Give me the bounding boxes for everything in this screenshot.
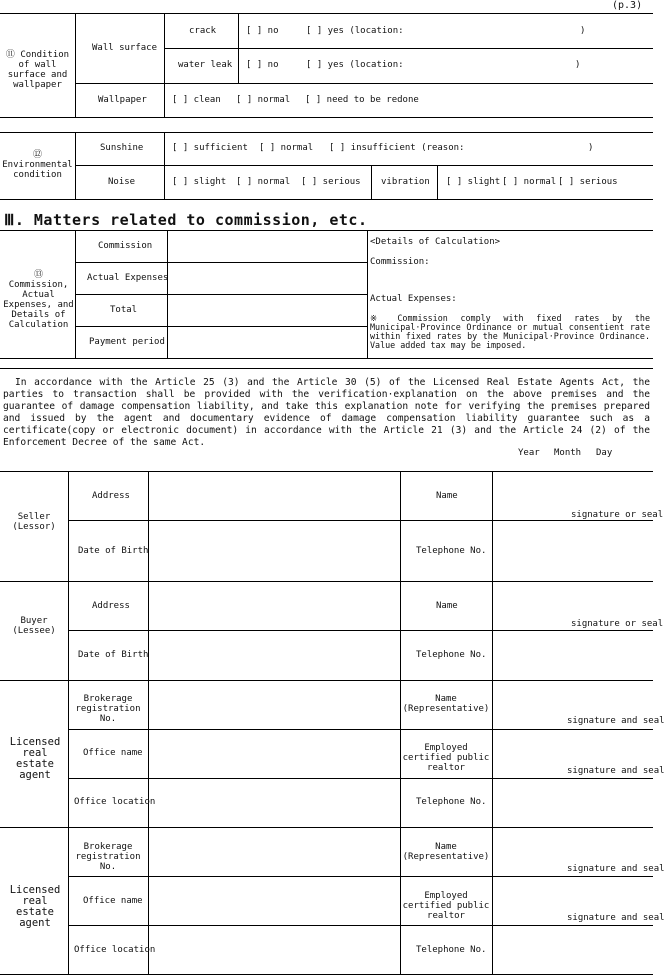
agent-1-brokerage-label: Brokerage registration No. xyxy=(75,694,141,724)
agent-2-name-rep-label: Name (Representative) xyxy=(402,842,490,862)
explanation-paragraph: In accordance with the Article 25 (3) and the Article 30 (5) of the Licensed Real Estate Agents Act, the parties to transaction shall be provided with the verification·explanation on the above premises and the guarantee of damage compensation liability, and take this explanation note for verifying the premises prepared and issued by the agent and documentary evidence of damage compensation liability guarantee such as a certificate(copy or electronic document) in accordance with the Article 21 (3) and the Article 24 (2) of the Enforcement Decree of the same Act. xyxy=(3,377,650,448)
agent-1-employed-signature-label: signature and seal xyxy=(567,766,665,776)
wall-condition-title: ⑪ Condition of wall surface and wallpaper xyxy=(5,50,70,90)
vibration-slight-checkbox[interactable]: [ ] slight xyxy=(446,177,501,187)
vibration-normal-checkbox[interactable]: [ ] normal xyxy=(502,177,557,187)
agent-1-office-location-label: Office location xyxy=(74,797,156,807)
buyer-label: Buyer (Lessee) xyxy=(12,616,56,636)
sunshine-normal-checkbox[interactable]: [ ] normal xyxy=(259,143,314,153)
seller-signature-label: signature or seal xyxy=(571,510,664,520)
commission-section-title: ⑬ Commission, Actual Expenses, and Details of Calculation xyxy=(3,270,74,330)
date-month-label: Month xyxy=(554,448,582,458)
agent-2-office-location-label: Office location xyxy=(74,945,156,955)
vibration-serious-checkbox[interactable]: [ ] serious xyxy=(558,177,618,187)
seller-name-label: Name xyxy=(436,491,458,501)
commission-note: ※ Commission comply with fixed rates by the Municipal·Province Ordinance or mutual consentient rate within fixed rates by the Municipal·Province Ordinance. Value added tax may be imposed. xyxy=(370,313,650,350)
noise-label: Noise xyxy=(108,177,136,187)
crack-no-checkbox[interactable]: [ ] no xyxy=(246,26,279,36)
agent-2-label: Licensed real estate agent xyxy=(9,884,61,929)
environment-title: ⑫ Environmental condition xyxy=(2,150,73,180)
buyer-address-label: Address xyxy=(92,601,130,611)
leak-yes-checkbox[interactable]: [ ] yes (location: xyxy=(306,60,404,70)
buyer-dob-label: Date of Birth xyxy=(78,650,149,660)
wallpaper-redone-checkbox[interactable]: [ ] need to be redone xyxy=(305,95,419,105)
sunshine-label: Sunshine xyxy=(100,143,144,153)
commission-label: Commission xyxy=(98,241,153,251)
wallpaper-clean-checkbox[interactable]: [ ] clean xyxy=(172,95,221,105)
sunshine-reason-close: ) xyxy=(588,143,594,153)
section-3-heading: Ⅲ. Matters related to commission, etc. xyxy=(4,211,368,229)
total-label: Total xyxy=(110,305,138,315)
buyer-name-label: Name xyxy=(436,601,458,611)
leak-location-close: ) xyxy=(575,60,581,70)
agent-1-name-rep-label: Name (Representative) xyxy=(402,694,490,714)
date-year-label: Year xyxy=(518,448,540,458)
crack-label: crack xyxy=(189,26,217,36)
agent-2-employed-signature-label: signature and seal xyxy=(567,913,665,923)
wall-surface-label: Wall surface xyxy=(92,43,158,53)
buyer-telephone-label: Telephone No. xyxy=(416,650,487,660)
buyer-signature-label: signature or seal xyxy=(571,619,664,629)
agent-1-office-name-label: Office name xyxy=(83,748,143,758)
page-number: (p.3) xyxy=(612,0,643,11)
agent-2-brokerage-label: Brokerage registration No. xyxy=(75,842,141,872)
payment-period-label: Payment period xyxy=(89,337,165,347)
agent-1-signature-label: signature and seal xyxy=(567,716,665,726)
seller-telephone-label: Telephone No. xyxy=(416,546,487,556)
agent-1-label: Licensed real estate agent xyxy=(9,736,61,781)
agent-2-employed-label: Employed certified public realtor xyxy=(402,891,490,921)
seller-label: Seller (Lessor) xyxy=(12,512,56,532)
vibration-label: vibration xyxy=(381,177,430,187)
agent-1-telephone-label: Telephone No. xyxy=(416,797,487,807)
noise-serious-checkbox[interactable]: [ ] serious xyxy=(301,177,361,187)
seller-dob-label: Date of Birth xyxy=(78,546,149,556)
seller-address-label: Address xyxy=(92,491,130,501)
sunshine-insufficient-checkbox[interactable]: [ ] insufficient (reason: xyxy=(329,143,465,153)
agent-1-employed-label: Employed certified public realtor xyxy=(402,743,490,773)
leak-no-checkbox[interactable]: [ ] no xyxy=(246,60,279,70)
details-of-calculation-title: <Details of Calculation> xyxy=(370,237,501,247)
agent-2-signature-label: signature and seal xyxy=(567,864,665,874)
details-actual-expenses: Actual Expenses: xyxy=(370,294,457,304)
actual-expenses-label: Actual Expenses xyxy=(87,273,169,283)
crack-yes-checkbox[interactable]: [ ] yes (location: xyxy=(306,26,404,36)
wallpaper-normal-checkbox[interactable]: [ ] normal xyxy=(236,95,291,105)
agent-2-telephone-label: Telephone No. xyxy=(416,945,487,955)
noise-normal-checkbox[interactable]: [ ] normal xyxy=(236,177,291,187)
details-commission: Commission: xyxy=(370,257,430,267)
sunshine-sufficient-checkbox[interactable]: [ ] sufficient xyxy=(172,143,248,153)
crack-location-close: ) xyxy=(580,26,586,36)
wallpaper-label: Wallpaper xyxy=(98,95,147,105)
agent-2-office-name-label: Office name xyxy=(83,896,143,906)
date-day-label: Day xyxy=(596,448,613,458)
water-leak-label: water leak xyxy=(178,60,233,70)
noise-slight-checkbox[interactable]: [ ] slight xyxy=(172,177,227,187)
